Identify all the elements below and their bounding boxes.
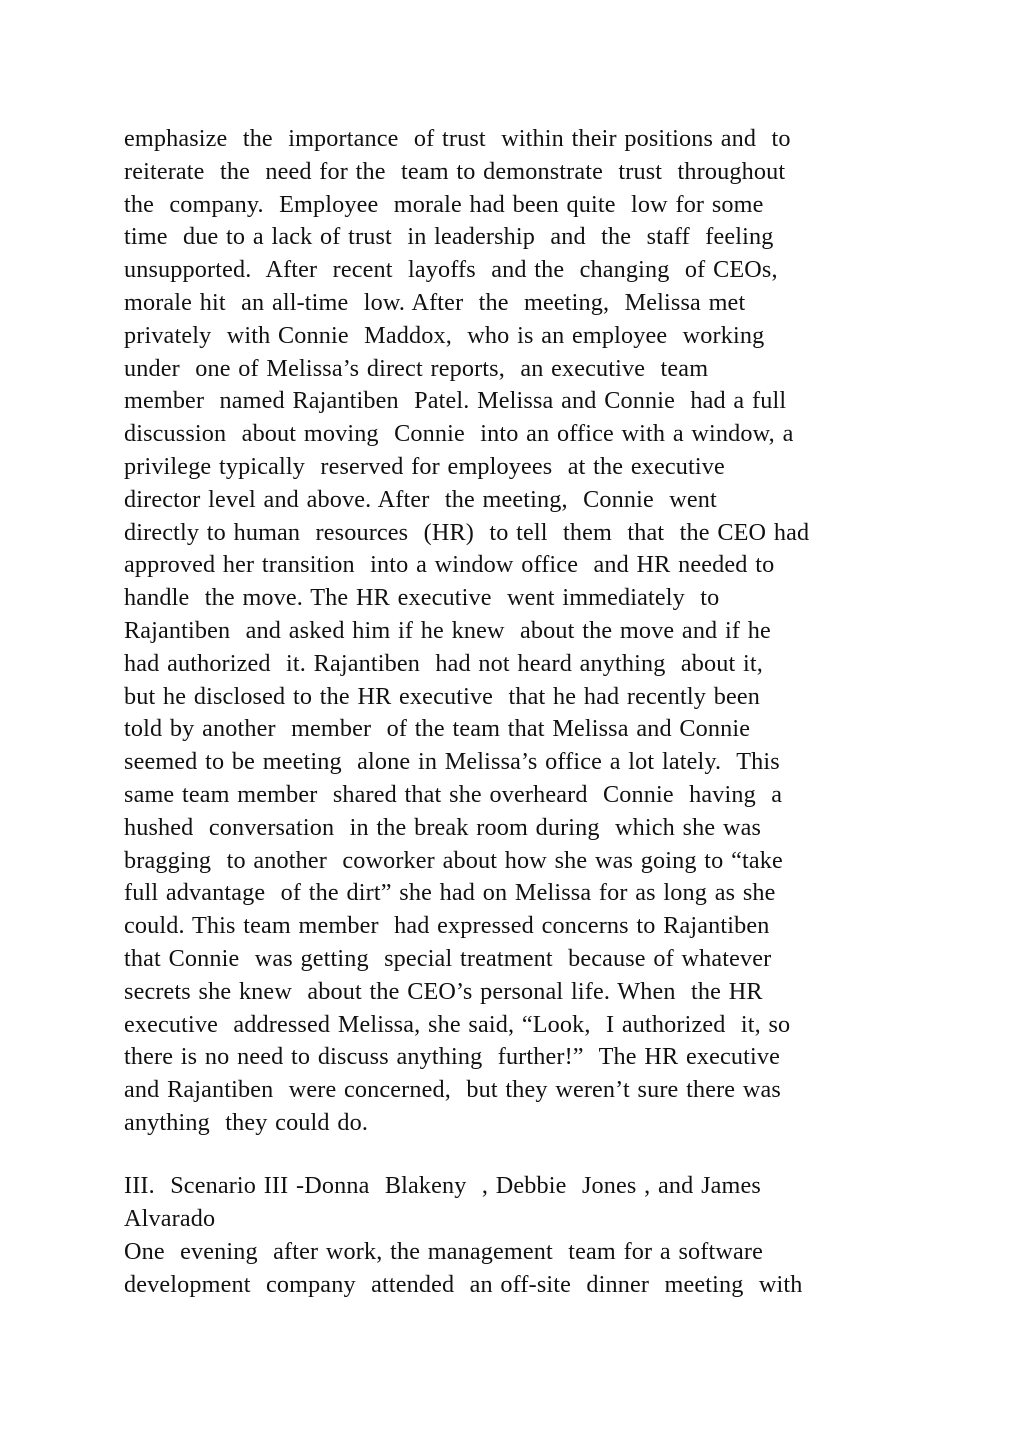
paragraph-line: reiterate the need for the team to demonstrate trust throughout [124, 157, 786, 185]
paragraph-line: unsupported. After recent layoffs and the changing of CEOs, [124, 256, 778, 284]
body-paragraph [124, 123, 924, 1140]
paragraph-line: member named Rajantiben Patel. Melissa and Connie had a full [124, 387, 787, 415]
paragraph-line: same team member shared that she overheard Connie having a [124, 780, 783, 808]
paragraph-line: director level and above. After the meeting, Connie went [124, 485, 717, 513]
paragraph-line: One evening after work, the management team for a software [124, 1238, 763, 1265]
paragraph-line: Rajantiben and asked him if he knew about the move and if he [124, 616, 771, 644]
paragraph-line: full advantage of the dirt” she had on Melissa for as long as she [124, 879, 776, 907]
paragraph-line: handle the move. The HR executive went immediately to [124, 584, 720, 612]
paragraph-line: could. This team member had expressed concerns to Rajantiben [124, 912, 770, 940]
heading-line: III. Scenario III -Donna Blakeny , Debbie Jones , and James [124, 1172, 761, 1199]
paragraph-line: that Connie was getting special treatment because of whatever [124, 944, 772, 972]
paragraph-line: directly to human resources (HR) to tell them that the CEO had [124, 518, 810, 546]
paragraph-line: but he disclosed to the HR executive that he had recently been [124, 682, 760, 710]
paragraph-line: approved her transition into a window office and HR needed to [124, 551, 775, 579]
section-heading [124, 1170, 924, 1236]
paragraph-line: there is no need to discuss anything further!” The HR executive [124, 1043, 780, 1071]
paragraph-line: anything they could do. [124, 1108, 369, 1136]
paragraph-line: development company attended an off-site dinner meeting with [124, 1270, 803, 1298]
paragraph-line: privilege typically reserved for employees at the executive [124, 452, 725, 480]
paragraph-line: morale hit an all-time low. After the meeting, Melissa met [124, 288, 746, 316]
paragraph-line: under one of Melissa’s direct reports, an executive team [124, 354, 709, 382]
paragraph-line: secrets she knew about the CEO’s personal life. When the HR [124, 977, 763, 1005]
paragraph-line: bragging to another coworker about how she was going to “take [124, 846, 783, 874]
paragraph-line: and Rajantiben were concerned, but they weren’t sure there was [124, 1076, 781, 1104]
paragraph-line: discussion about moving Connie into an office with a window, a [124, 420, 794, 448]
paragraph-line: had authorized it. Rajantiben had not heard anything about it, [124, 649, 763, 677]
paragraph-line: emphasize the importance of trust within their positions and to [124, 125, 791, 152]
paragraph-line: time due to a lack of trust in leadership and the staff feeling [124, 223, 774, 251]
section-paragraph [124, 1236, 924, 1302]
paragraph-line: executive addressed Melissa, she said, “Look, I authorized it, so [124, 1010, 791, 1038]
paragraph-line: hushed conversation in the break room during which she was [124, 813, 762, 841]
paragraph-line: told by another member of the team that Melissa and Connie [124, 715, 751, 743]
paragraph-line: privately with Connie Maddox, who is an employee working [124, 321, 765, 349]
paragraph-line: seemed to be meeting alone in Melissa’s office a lot lately. This [124, 748, 780, 776]
paragraph-line: the company. Employee morale had been quite low for some [124, 190, 764, 218]
heading-line: Alvarado [124, 1204, 216, 1232]
